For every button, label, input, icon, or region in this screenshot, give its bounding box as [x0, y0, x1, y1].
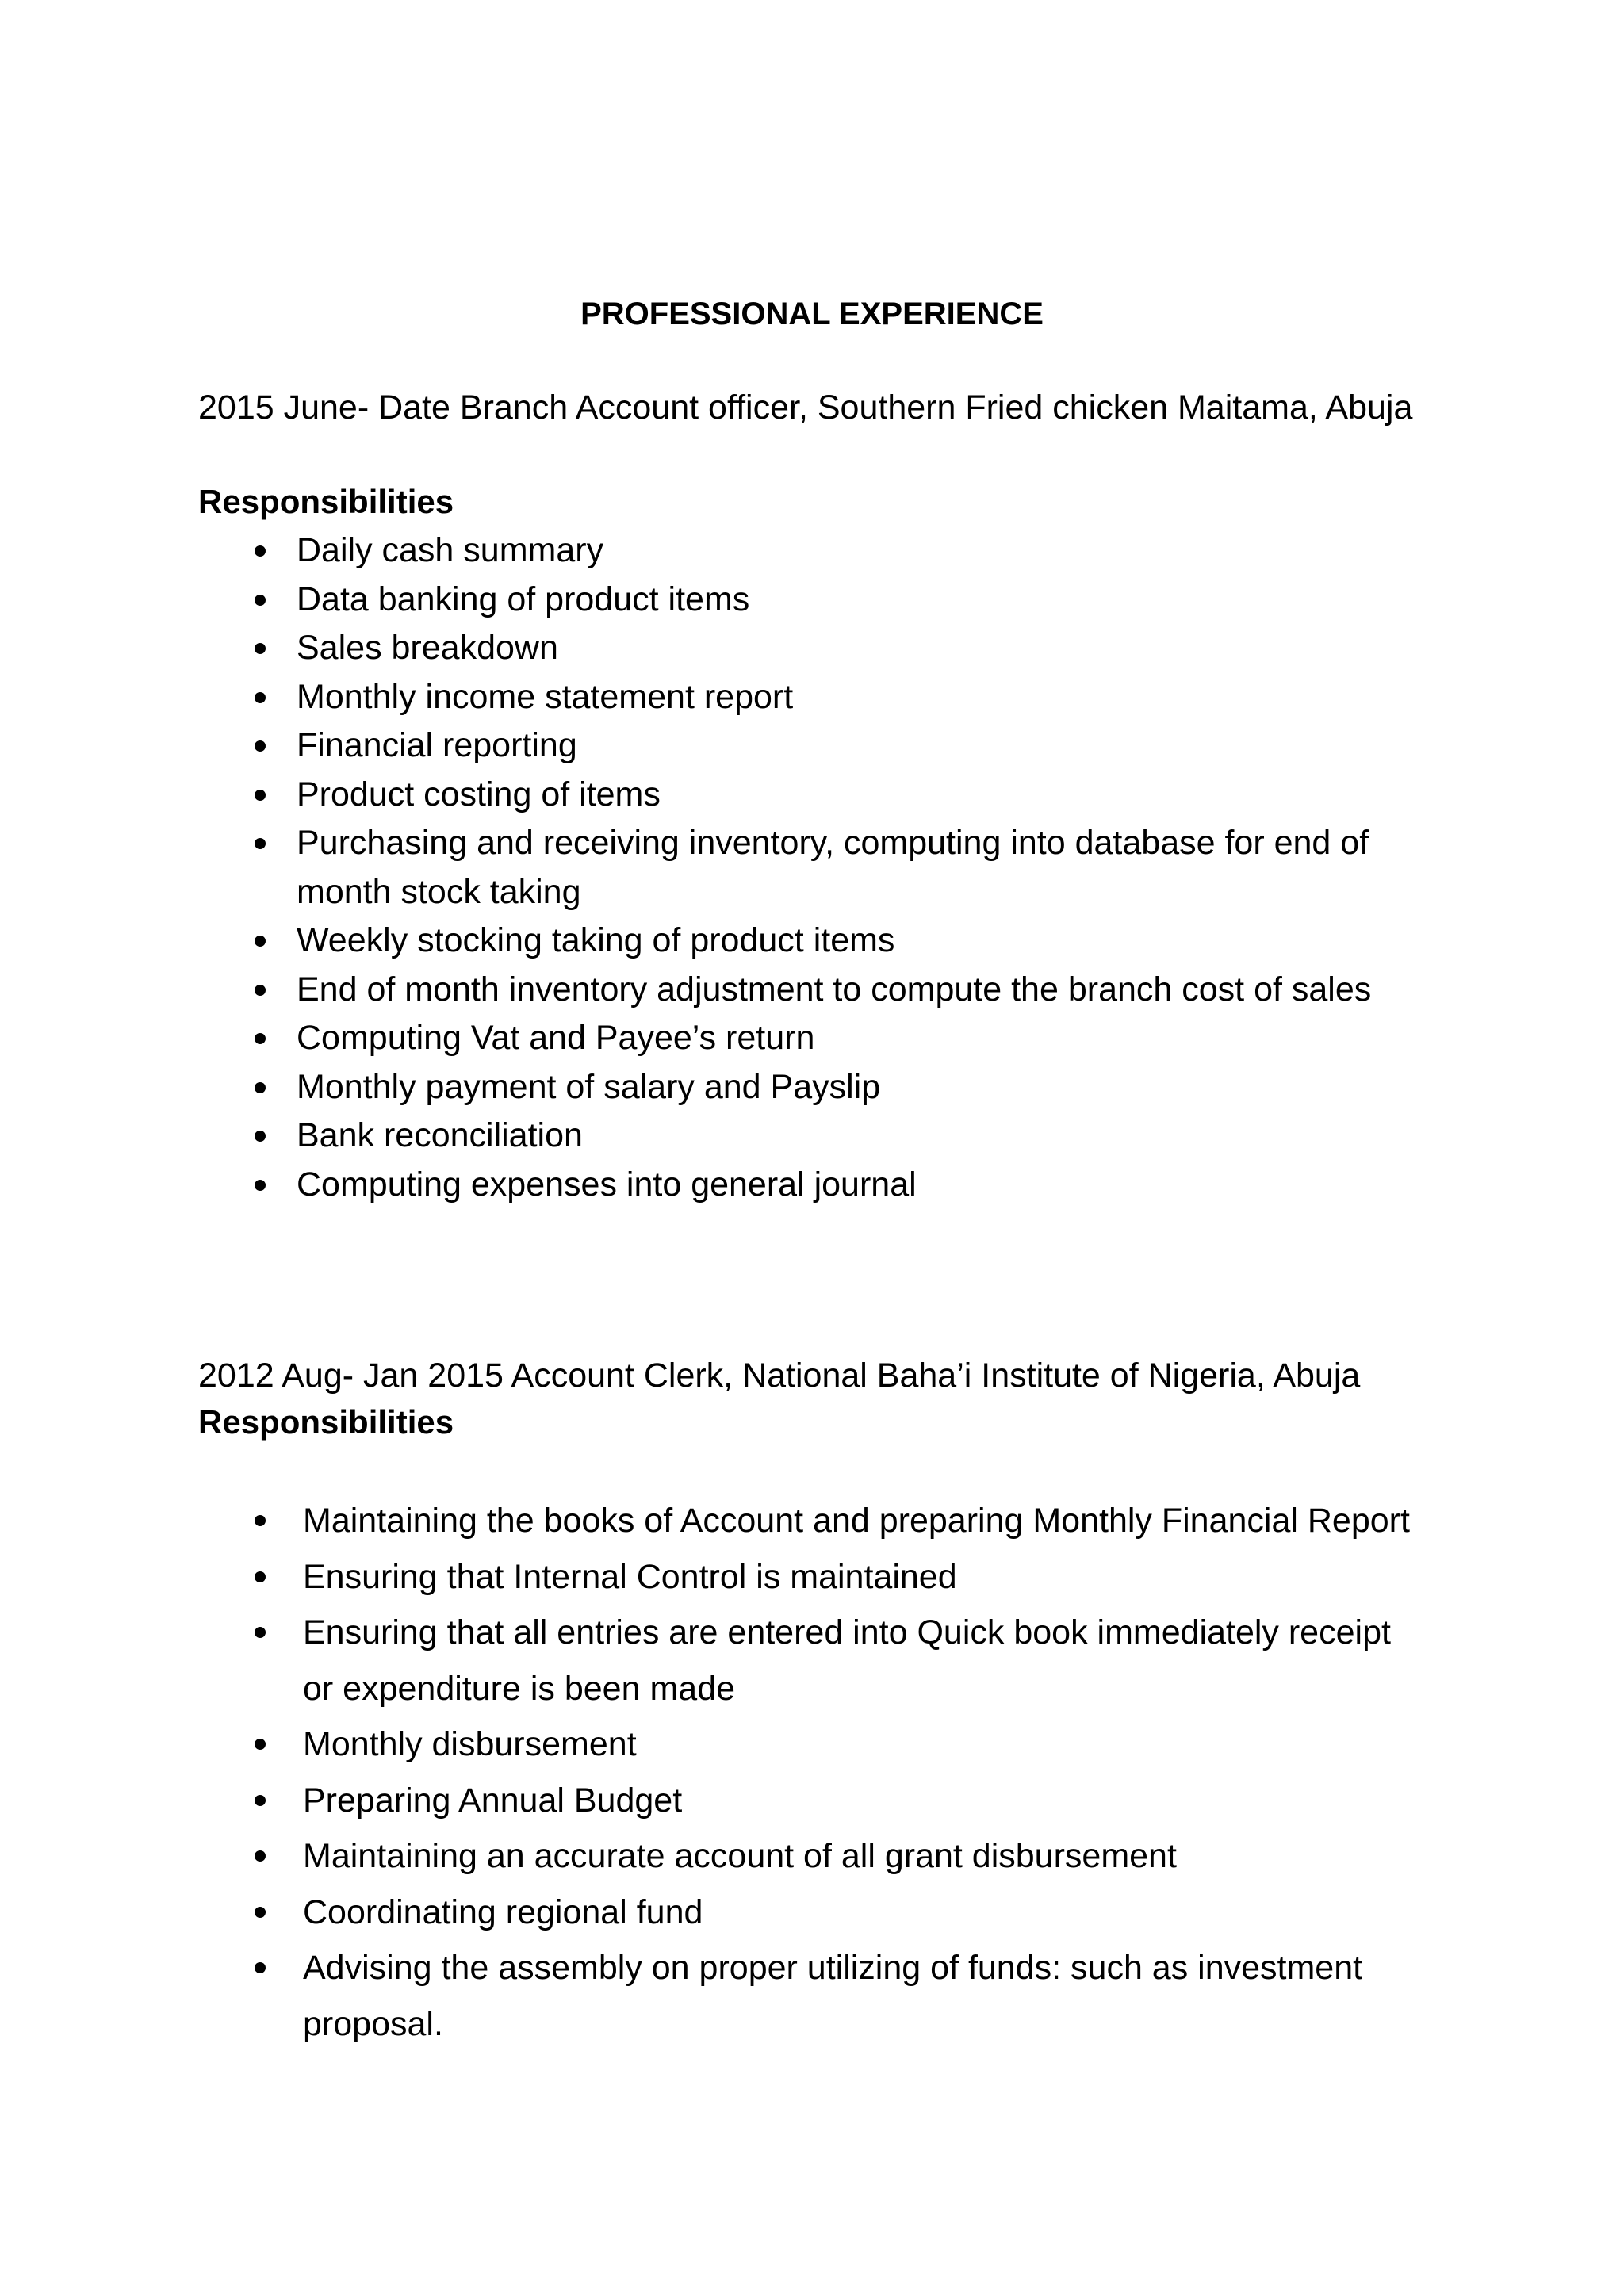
job-2-responsibilities-list: [303, 1493, 1429, 2052]
list-item: Preparing Annual Budget: [303, 1773, 1429, 1829]
list-item: End of month inventory adjustment to compute the branch cost of sales: [297, 966, 1454, 1015]
list-item: Ensuring that all entries are entered into Quick book immediately receipt or expenditure is been made: [303, 1605, 1429, 1716]
bullet-icon: [255, 595, 266, 606]
bullet-icon: [255, 1571, 266, 1582]
list-item: Maintaining the books of Account and preparing Monthly Financial Report: [303, 1493, 1429, 1549]
bullet-icon: [255, 985, 266, 996]
bullet-icon: [255, 1033, 266, 1044]
job-1-responsibilities-list: [297, 526, 1454, 1209]
list-item: Monthly payment of salary and Payslip: [297, 1063, 1454, 1112]
bullet-icon: [255, 790, 266, 801]
list-item: Daily cash summary: [297, 526, 1454, 576]
bullet-icon: [255, 1850, 266, 1862]
list-item: Ensuring that Internal Control is maintained: [303, 1549, 1429, 1605]
list-item: Coordinating regional fund: [303, 1885, 1429, 1941]
bullet-icon: [255, 1962, 266, 1973]
bullet-icon: [255, 1795, 266, 1806]
bullet-icon: [255, 1627, 266, 1638]
list-item: Monthly disbursement: [303, 1716, 1429, 1773]
bullet-icon: [255, 1907, 266, 1918]
list-item: Bank reconciliation: [297, 1112, 1454, 1161]
job-1-responsibilities-label: Responsibilities: [198, 483, 454, 520]
list-item: Sales breakdown: [297, 624, 1454, 673]
bullet-icon: [255, 545, 266, 557]
list-item: Weekly stocking taking of product items: [297, 916, 1454, 966]
list-item: Purchasing and receiving inventory, computing into database for end of month stock taking: [297, 819, 1454, 916]
bullet-icon: [255, 1515, 266, 1526]
bullet-icon: [255, 936, 266, 947]
bullet-icon: [255, 740, 266, 752]
bullet-icon: [255, 692, 266, 703]
bullet-icon: [255, 1739, 266, 1750]
list-item: Advising the assembly on proper utilizing of funds: such as investment proposal.: [303, 1940, 1429, 2052]
list-item: Financial reporting: [297, 721, 1454, 771]
bullet-icon: [255, 643, 266, 654]
job-1-header: 2015 June- Date Branch Account officer, Southern Fried chicken Maitama, Abuja: [198, 388, 1413, 427]
list-item: Computing Vat and Payee’s return: [297, 1014, 1454, 1063]
bullet-icon: [255, 1082, 266, 1093]
list-item: Maintaining an accurate account of all grant disbursement: [303, 1828, 1429, 1885]
list-item: Data banking of product items: [297, 576, 1454, 625]
bullet-icon: [255, 838, 266, 849]
bullet-icon: [255, 1131, 266, 1142]
section-title: PROFESSIONAL EXPERIENCE: [580, 297, 1044, 331]
list-item: Product costing of items: [297, 771, 1454, 820]
job-2-responsibilities-label: Responsibilities: [198, 1403, 454, 1441]
job-2-header: 2012 Aug- Jan 2015 Account Clerk, National Baha’i Institute of Nigeria, Abuja: [198, 1357, 1361, 1395]
bullet-icon: [255, 1180, 266, 1191]
list-item: Computing expenses into general journal: [297, 1161, 1454, 1210]
list-item: Monthly income statement report: [297, 673, 1454, 722]
